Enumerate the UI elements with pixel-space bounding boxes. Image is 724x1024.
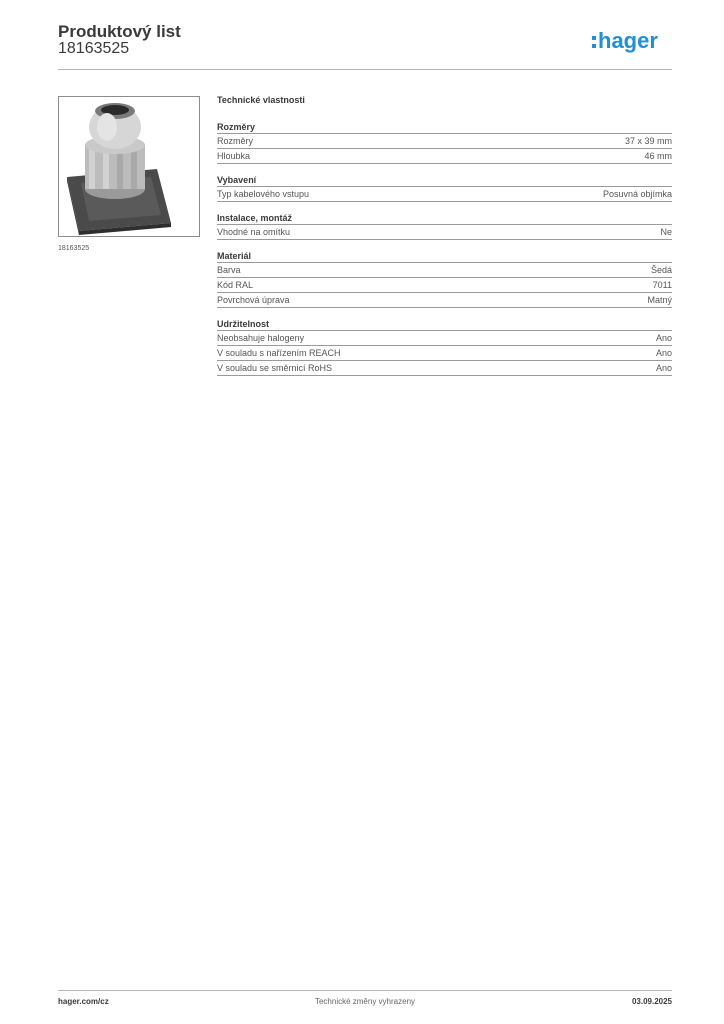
hager-logo[interactable] xyxy=(592,26,672,54)
spec-row xyxy=(217,346,672,361)
section-heading: Vybavení xyxy=(217,174,672,187)
spec-label: V souladu s nařízením REACH xyxy=(217,348,341,358)
spec-value: Ano xyxy=(655,333,672,343)
page-title: Produktový list xyxy=(58,22,181,41)
spec-value: Ano xyxy=(655,363,672,373)
spec-value: Matný xyxy=(647,295,672,305)
spec-label: Kód RAL xyxy=(217,280,254,290)
product-image-frame xyxy=(58,96,200,237)
spec-row xyxy=(217,187,672,202)
spec-row xyxy=(217,225,672,240)
spec-row xyxy=(217,293,672,308)
product-image-caption: 18163525 xyxy=(58,245,90,252)
spec-value: Šedá xyxy=(650,265,672,275)
spec-row xyxy=(217,278,672,293)
logo-text: hager xyxy=(598,28,658,53)
spec-label: Hloubka xyxy=(217,151,251,161)
spec-section-vybaveni xyxy=(217,174,672,202)
spec-section-rozmery xyxy=(217,121,672,164)
specs-title: Technické vlastnosti xyxy=(217,95,305,105)
spec-label: Povrchová úprava xyxy=(217,295,290,305)
spec-value: 7011 xyxy=(652,280,672,290)
section-heading: Udržitelnost xyxy=(217,318,672,331)
section-heading: Materiál xyxy=(217,250,672,263)
spec-section-udrzitelnost xyxy=(217,318,672,376)
section-heading: Instalace, montáž xyxy=(217,212,672,225)
technical-specs xyxy=(217,94,672,386)
section-heading: Rozměry xyxy=(217,121,672,134)
spec-label: Rozměry xyxy=(217,136,254,146)
spec-value: Ne xyxy=(660,227,672,237)
spec-section-material xyxy=(217,250,672,308)
spec-row xyxy=(217,263,672,278)
spec-label: Typ kabelového vstupu xyxy=(217,189,310,199)
spec-value: Ano xyxy=(655,348,672,358)
spec-value: Posuvná objímka xyxy=(602,189,672,199)
spec-label: V souladu se směrnicí RoHS xyxy=(217,363,333,373)
page-header xyxy=(58,22,672,70)
page-footer xyxy=(58,997,672,1011)
footer-notice: Technické změny vyhrazeny xyxy=(314,997,416,1006)
spec-row xyxy=(217,331,672,346)
footer-date: 03.09.2025 xyxy=(631,997,672,1006)
footer-divider xyxy=(58,990,672,991)
spec-row xyxy=(217,149,672,164)
spec-section-instalace xyxy=(217,212,672,240)
header-divider xyxy=(58,69,672,70)
spec-value: 37 x 39 mm xyxy=(624,136,672,146)
product-number: 18163525 xyxy=(58,40,130,57)
spec-label: Vhodné na omítku xyxy=(217,227,291,237)
spec-value: 46 mm xyxy=(644,151,672,161)
spec-row xyxy=(217,361,672,376)
spec-label: Barva xyxy=(217,265,241,275)
footer-website-link[interactable]: hager.com/cz xyxy=(58,997,109,1006)
spec-label: Neobsahuje halogeny xyxy=(217,333,305,343)
spec-row xyxy=(217,134,672,149)
cable-gland-icon xyxy=(59,97,199,236)
